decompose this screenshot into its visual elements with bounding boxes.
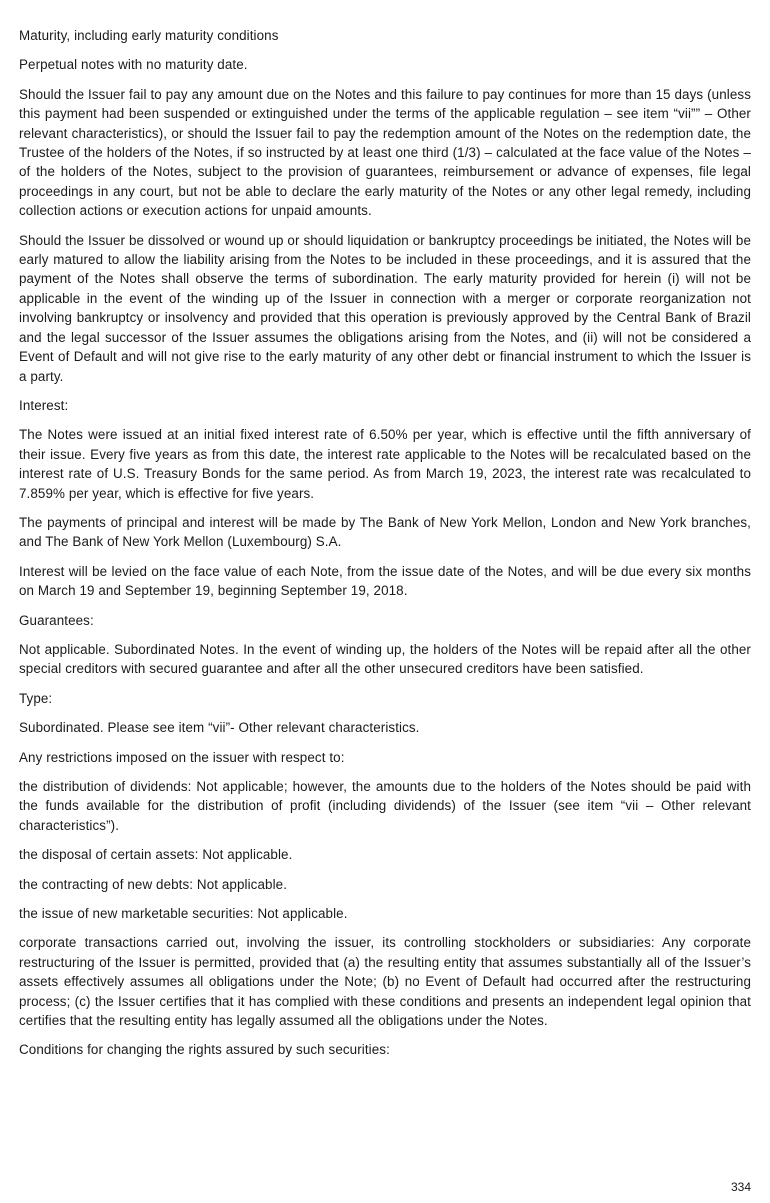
paragraph: Not applicable. Subordinated Notes. In the event of winding up, the holders of the Notes will be repaid after all the other special creditors with secured guarantee and after all the other unsecured creditors have been satisfied. — [19, 641, 751, 677]
section-label-maturity: Maturity, including early maturity conditions — [19, 28, 279, 43]
section-label-interest: Interest: — [19, 397, 69, 413]
paragraph: Should the Issuer be dissolved or wound up or should liquidation or bankruptcy proceedings be initiated, the Notes will be early matured to allow the liability arising from the Notes to be included in these proceedings, and it is assured that the payment of the Notes shall observe the terms of subordination. The early maturity provided for herein (i) will not be applicable in the event of the winding up of the Issuer in connection with a merger or corporate reorganization not involving bankruptcy or insolvency and provided that this operation is previously approved by the Central Bank of Brazil and the legal successor of the Issuer assumes the obligations arising from the Notes, and (ii) will not be considered a Event of Default and will not give rise to the early maturity of any other debt or financial instrument to which the Issuer is a party. — [19, 232, 751, 384]
paragraph: the disposal of certain assets: Not applicable. — [19, 847, 293, 863]
section-label-conditions: Conditions for changing the rights assured by such securities: — [19, 1042, 390, 1058]
section-label-type: Type: — [19, 690, 53, 706]
paragraph: Should the Issuer fail to pay any amount due on the Notes and this failure to pay continues for more than 15 days (unless this payment had been suspended or extinguished under the terms of the applicable regulation – see item “vii”” – Other relevant characteristics), or should the Issuer fail to pay the redemption amount of the Notes on the redemption date, the Trustee of the holders of the Notes, if so instructed by at least one third (1/3) – calculated at the face value of the Notes – of the holders of the Notes, subject to the provision of guarantees, reimbursement or advance of expenses, file legal proceedings in any court, but not be able to declare the early maturity of the Notes or any other legal remedy, including collection actions or execution actions for unpaid amounts. — [19, 86, 751, 219]
paragraph: Perpetual notes with no maturity date. — [19, 57, 248, 73]
paragraph: the distribution of dividends: Not applicable; however, the amounts due to the holders of the Notes should be paid with the funds available for the distribution of profit (including dividends) of the Issuer (see item “vii – Other relevant characteristics”). — [19, 779, 751, 833]
paragraph: Interest will be levied on the face value of each Note, from the issue date of the Notes, and will be due every six months on March 19 and September 19, beginning September 19, 2018. — [19, 563, 751, 599]
paragraph: the contracting of new debts: Not applicable. — [19, 876, 288, 892]
paragraph: corporate transactions carried out, involving the issuer, its controlling stockholders or subsidiaries: Any corporate restructuring of the Issuer is permitted, provided that (a) the resulting entity that assumes substantially all of the Issuer’s assets effectively assumes all obligations under the Note; (b) no Event of Default had occurred after the restructuring process; (c) the Issuer certifies that it has complied with these conditions and presents an independent legal opinion that certifies that the resulting entity has legally assumed all the obligations under the Notes. — [19, 935, 751, 1029]
page-number: 334 — [730, 1180, 751, 1194]
section-label-guarantees: Guarantees: — [19, 612, 94, 628]
paragraph: the issue of new marketable securities: Not applicable. — [19, 906, 348, 922]
paragraph: The Notes were issued at an initial fixed interest rate of 6.50% per year, which is effective until the fifth anniversary of their issue. Every five years as from this date, the interest rate applicable to the Notes will be recalculated based on the interest rate of U.S. Treasury Bonds for the same period. As from March 19, 2023, the interest rate was recalculated to 7.859% per year, which is effective for five years. — [19, 427, 751, 501]
section-label-restrictions: Any restrictions imposed on the issuer with respect to: — [19, 749, 345, 765]
paragraph: The payments of principal and interest will be made by The Bank of New York Mellon, London and New York branches, and The Bank of New York Mellon (Luxembourg) S.A. — [19, 514, 751, 550]
paragraph: Subordinated. Please see item “vii”- Other relevant characteristics. — [19, 720, 420, 736]
document-body — [19, 26, 751, 1060]
